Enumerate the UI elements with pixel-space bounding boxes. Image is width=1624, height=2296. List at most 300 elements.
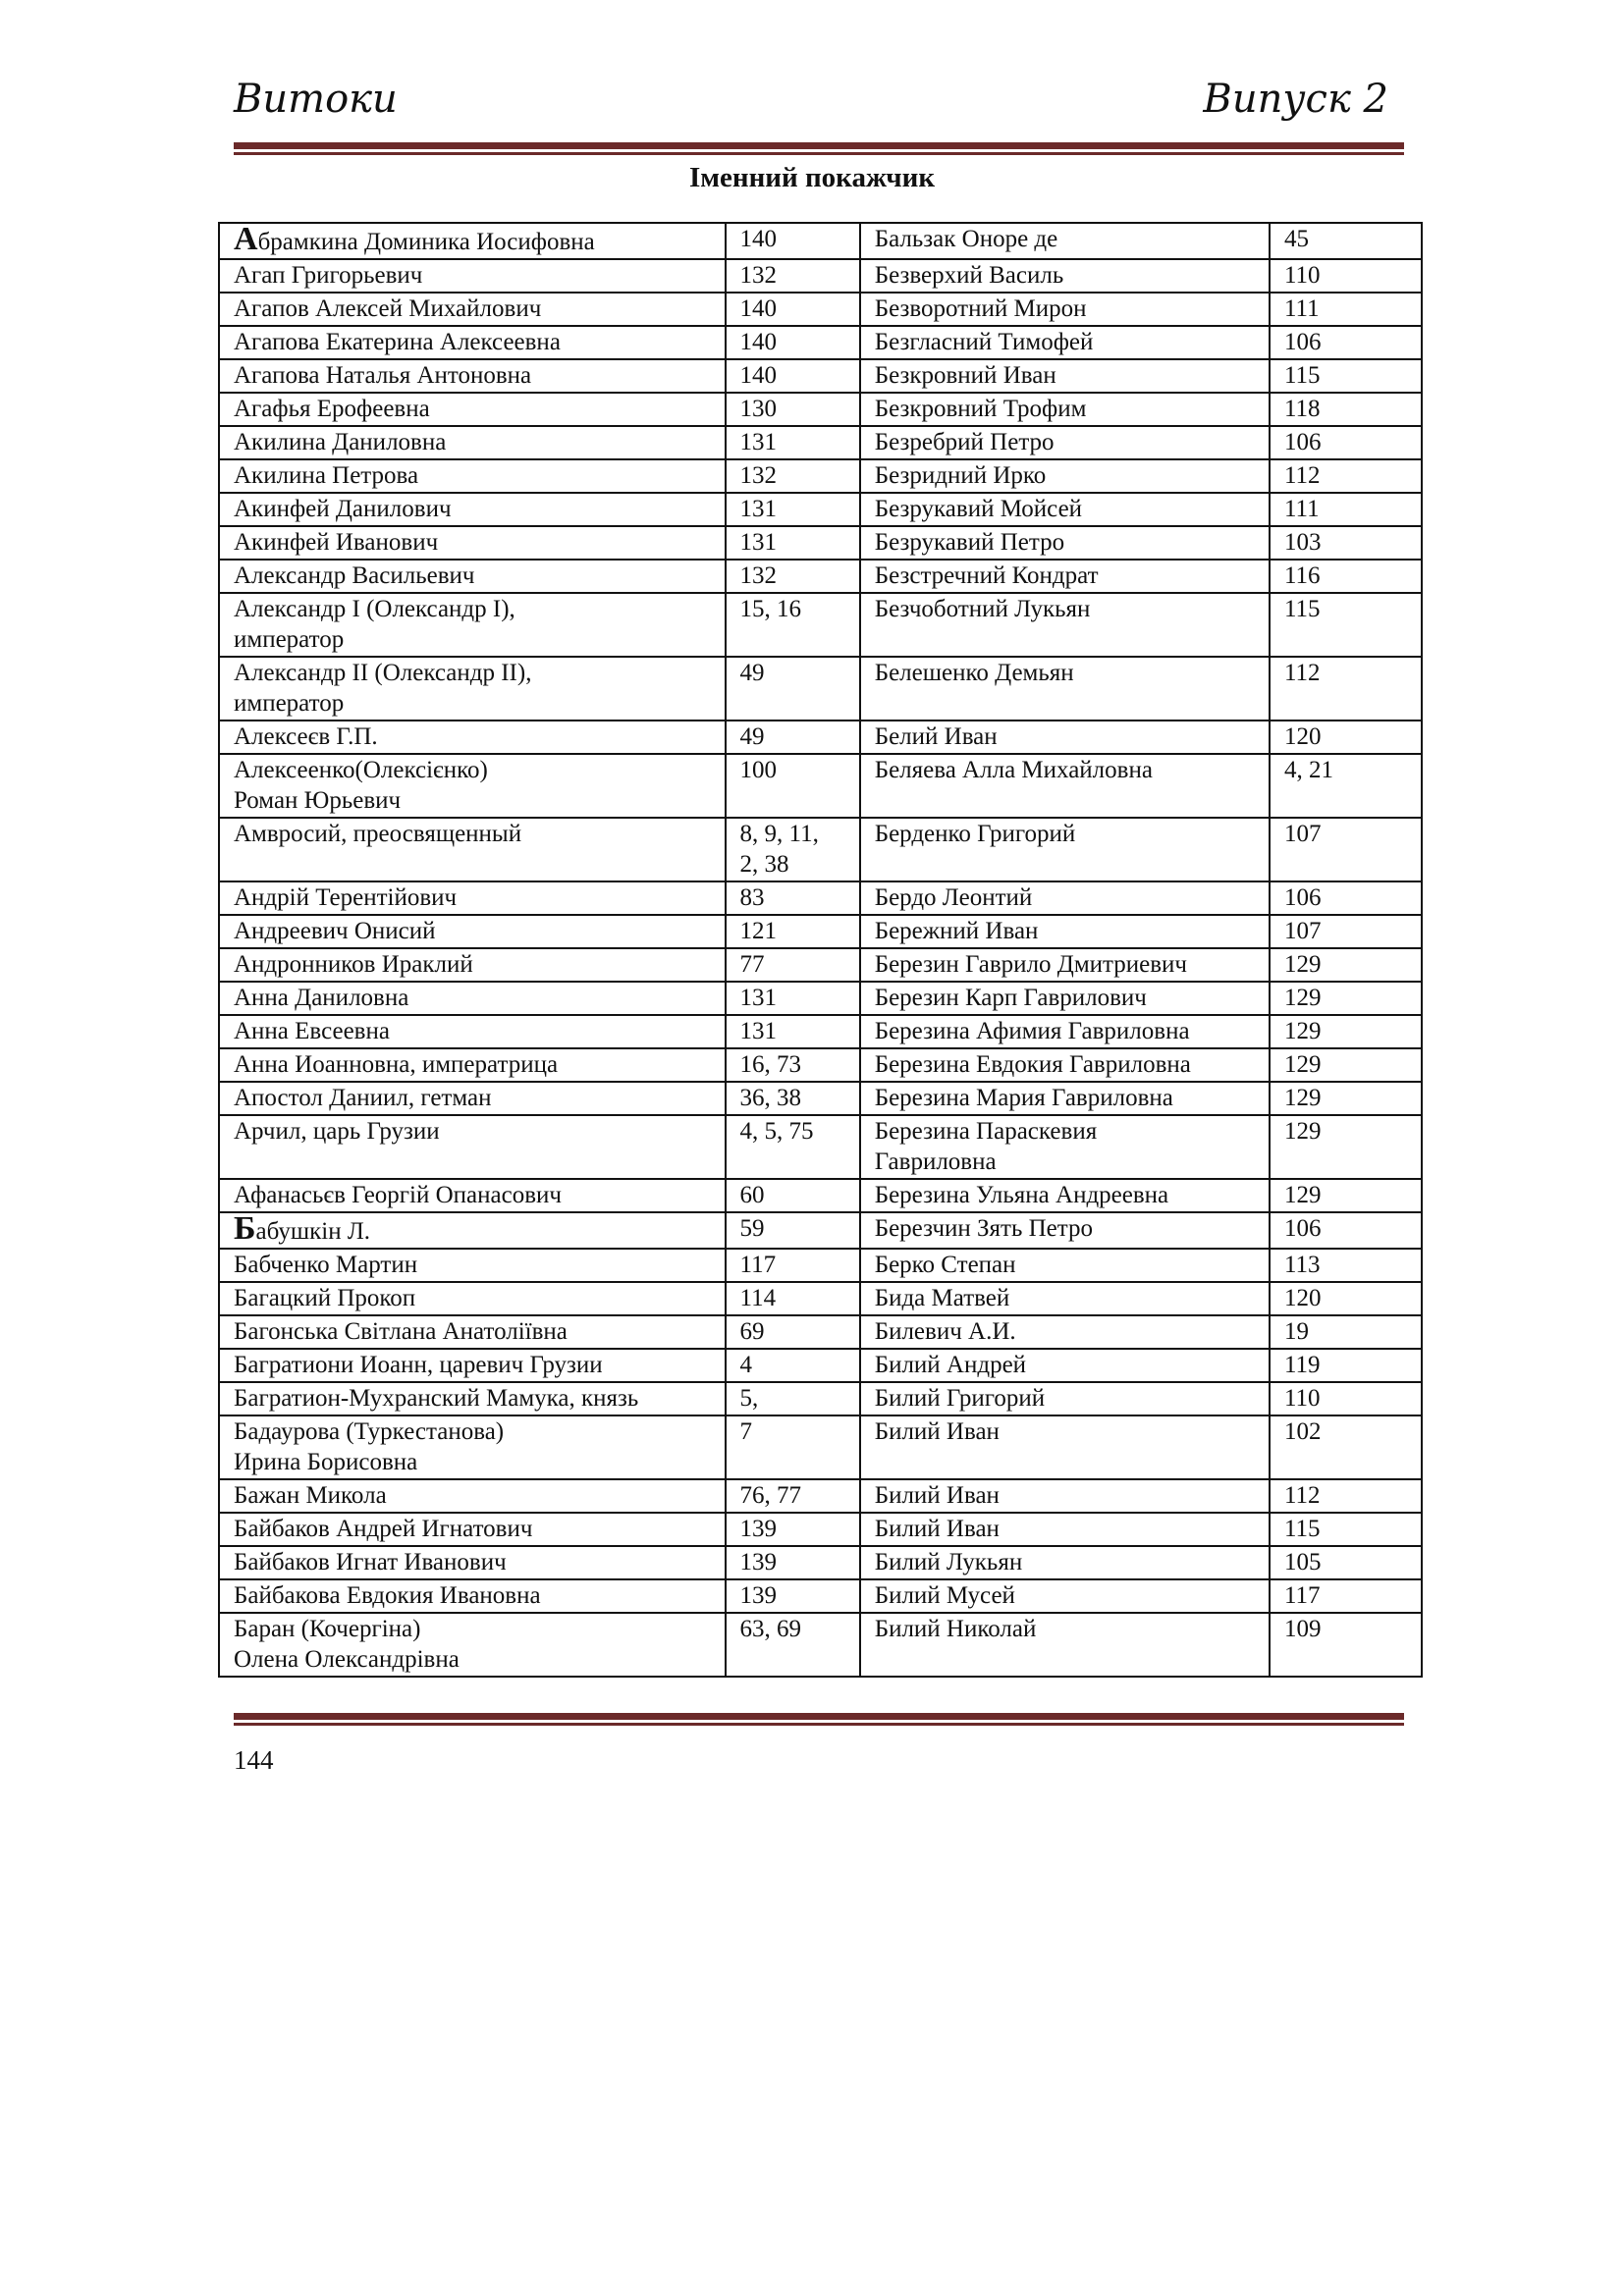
- page-refs: 4: [739, 1352, 752, 1378]
- person-name: Анна Иоанновна, императрица: [234, 1051, 559, 1078]
- pages-cell: [726, 721, 860, 754]
- page-refs: 139: [739, 1549, 777, 1575]
- person-name: Андрій Терентійович: [234, 884, 458, 911]
- person-name: Безкровний Трофим: [874, 396, 1087, 422]
- person-name: Анна Евсеевна: [234, 1018, 390, 1044]
- page-refs: 7: [739, 1418, 752, 1445]
- page-refs: 4, 5, 75: [739, 1118, 814, 1145]
- pages-cell: [726, 1249, 860, 1282]
- pages-cell: [726, 1579, 860, 1613]
- name-cell: [860, 459, 1270, 493]
- name-cell: [860, 915, 1270, 948]
- pages-cell: [726, 1179, 860, 1212]
- page-refs: 77: [739, 951, 765, 978]
- pages-cell: [1270, 1115, 1422, 1179]
- table-row: [219, 1082, 1422, 1115]
- person-name-continued: император: [234, 626, 345, 653]
- person-name: Березина Евдокия Гавриловна: [874, 1051, 1191, 1078]
- table-row: [219, 560, 1422, 593]
- person-name: Бадаурова (Туркестанова): [234, 1418, 505, 1445]
- table-row: [219, 326, 1422, 359]
- pages-cell: [726, 948, 860, 982]
- page-refs: 131: [739, 429, 777, 455]
- pages-cell: [1270, 259, 1422, 293]
- section-letter: А: [234, 221, 258, 257]
- page-refs: 131: [739, 496, 777, 522]
- table-row: [219, 293, 1422, 326]
- table-row: [219, 259, 1422, 293]
- table-row: [219, 818, 1422, 881]
- person-name: Билий Лукьян: [874, 1549, 1023, 1575]
- person-name: Амвросий, преосвященный: [234, 821, 522, 847]
- person-name: Безребрий Петро: [874, 429, 1055, 455]
- name-cell: [860, 223, 1270, 259]
- pages-cell: [1270, 982, 1422, 1015]
- pages-cell: [1270, 1546, 1422, 1579]
- person-name: брамкина Доминика Иосифовна: [257, 229, 595, 255]
- pages-cell: [726, 1015, 860, 1048]
- page-refs: 115: [1283, 1516, 1321, 1542]
- page-refs: 140: [739, 329, 777, 355]
- page-refs: 132: [739, 562, 777, 589]
- name-cell: [219, 1315, 726, 1349]
- name-cell: [860, 1015, 1270, 1048]
- person-name: Билий Мусей: [874, 1582, 1015, 1609]
- name-cell: [219, 1415, 726, 1479]
- person-name: Агапов Алексей Михайлович: [234, 295, 542, 322]
- name-index-table: [218, 222, 1423, 1678]
- name-cell: [860, 1579, 1270, 1613]
- page-title: Іменний покажчик: [688, 162, 936, 193]
- page-refs: 83: [739, 884, 765, 911]
- pages-cell: [1270, 1613, 1422, 1677]
- name-cell: [860, 1249, 1270, 1282]
- table-row: [219, 1315, 1422, 1349]
- person-name: Александр I (Олександр I),: [234, 596, 515, 622]
- page-refs: 45: [1283, 226, 1309, 252]
- person-name-continued: Олена Олександрівна: [234, 1646, 460, 1673]
- pages-cell: [726, 560, 860, 593]
- page-refs: 132: [739, 462, 777, 489]
- name-cell: [860, 1382, 1270, 1415]
- pages-cell: [726, 915, 860, 948]
- page-refs: 103: [1283, 529, 1322, 556]
- pages-cell: [726, 1479, 860, 1513]
- name-cell: [860, 721, 1270, 754]
- person-name: Безстречний Кондрат: [874, 562, 1099, 589]
- page-refs: 139: [739, 1516, 777, 1542]
- page-refs: 131: [739, 529, 777, 556]
- page-refs: 113: [1283, 1252, 1321, 1278]
- person-name: Безкровний Иван: [874, 362, 1056, 389]
- pages-cell: [1270, 1048, 1422, 1082]
- pages-cell: [726, 1082, 860, 1115]
- bottom-divider: [234, 1713, 1404, 1726]
- person-name: Березин Карп Гаврилович: [874, 985, 1147, 1011]
- person-name: Березина Параскевия: [874, 1118, 1098, 1145]
- person-name: Алексеенко(Олексієнко): [234, 757, 488, 783]
- person-name: Безридний Ирко: [874, 462, 1047, 489]
- page-refs: 117: [739, 1252, 777, 1278]
- person-name: Безгласний Тимофей: [874, 329, 1094, 355]
- table-row: [219, 1546, 1422, 1579]
- table-row: [219, 1579, 1422, 1613]
- page-refs: 106: [1283, 429, 1322, 455]
- person-name: Берко Степан: [874, 1252, 1016, 1278]
- name-cell: [219, 1382, 726, 1415]
- person-name: Андреевич Онисий: [234, 918, 436, 944]
- page-refs: 129: [1283, 1018, 1322, 1044]
- table-row: [219, 948, 1422, 982]
- pages-cell: [726, 326, 860, 359]
- name-cell: [219, 1048, 726, 1082]
- name-cell: [219, 1513, 726, 1546]
- page-refs: 8, 9, 11,: [739, 821, 819, 847]
- page-number: 144: [234, 1745, 274, 1775]
- page-refs: 129: [1283, 951, 1322, 978]
- pages-cell: [1270, 948, 1422, 982]
- name-cell: [860, 1212, 1270, 1249]
- name-cell: [860, 881, 1270, 915]
- section-letter: Б: [234, 1210, 256, 1247]
- table-row: [219, 493, 1422, 526]
- name-cell: [860, 1282, 1270, 1315]
- person-name: Агапова Екатерина Алексеевна: [234, 329, 561, 355]
- name-cell: [860, 1349, 1270, 1382]
- table-row: [219, 1479, 1422, 1513]
- name-cell: [860, 982, 1270, 1015]
- name-cell: [219, 982, 726, 1015]
- name-cell: [860, 560, 1270, 593]
- pages-cell: [1270, 560, 1422, 593]
- page-refs: 114: [739, 1285, 777, 1311]
- pages-cell: [1270, 1315, 1422, 1349]
- person-name: Афанасьєв Георгій Опанасович: [234, 1182, 562, 1208]
- page-refs: 111: [1283, 295, 1320, 322]
- page-refs-continued: 2, 38: [739, 851, 789, 878]
- table-row: [219, 1249, 1422, 1282]
- person-name: Акинфей Данилович: [234, 496, 452, 522]
- pages-cell: [726, 293, 860, 326]
- name-cell: [860, 1613, 1270, 1677]
- person-name: Билий Андрей: [874, 1352, 1027, 1378]
- table-row: [219, 526, 1422, 560]
- name-cell: [219, 1212, 726, 1249]
- page-refs: 16, 73: [739, 1051, 801, 1078]
- pages-cell: [1270, 721, 1422, 754]
- page-refs: 107: [1283, 918, 1322, 944]
- pages-cell: [1270, 818, 1422, 881]
- name-cell: [219, 1282, 726, 1315]
- name-cell: [219, 818, 726, 881]
- pages-cell: [726, 526, 860, 560]
- name-cell: [860, 359, 1270, 393]
- name-cell: [219, 1479, 726, 1513]
- table-row: [219, 1015, 1422, 1048]
- person-name: Байбаков Андрей Игнатович: [234, 1516, 533, 1542]
- pages-cell: [726, 1546, 860, 1579]
- name-cell: [219, 259, 726, 293]
- page-refs: 132: [739, 262, 777, 289]
- pages-cell: [1270, 1415, 1422, 1479]
- pages-cell: [726, 1115, 860, 1179]
- person-name-continued: Роман Юрьевич: [234, 787, 402, 814]
- pages-cell: [726, 1382, 860, 1415]
- name-cell: [219, 326, 726, 359]
- person-name: Байбакова Евдокия Ивановна: [234, 1582, 541, 1609]
- person-name: Александр Васильевич: [234, 562, 475, 589]
- person-name: Белешенко Демьян: [874, 660, 1074, 686]
- pages-cell: [1270, 1179, 1422, 1212]
- person-name: Акинфей Иванович: [234, 529, 439, 556]
- pages-cell: [1270, 1082, 1422, 1115]
- name-cell: [860, 526, 1270, 560]
- page-refs: 112: [1283, 462, 1321, 489]
- page-refs: 131: [739, 1018, 777, 1044]
- pages-cell: [1270, 293, 1422, 326]
- pages-cell: [726, 818, 860, 881]
- person-name: Баран (Кочергіна): [234, 1616, 421, 1642]
- page-refs: 117: [1283, 1582, 1321, 1609]
- name-cell: [219, 915, 726, 948]
- page-refs: 110: [1283, 262, 1321, 289]
- person-name: Березина Ульяна Андреевна: [874, 1182, 1169, 1208]
- name-cell: [860, 493, 1270, 526]
- name-cell: [219, 359, 726, 393]
- table-row: [219, 1415, 1422, 1479]
- name-cell: [860, 259, 1270, 293]
- name-cell: [860, 293, 1270, 326]
- name-cell: [860, 393, 1270, 426]
- person-name: Бердо Леонтий: [874, 884, 1033, 911]
- table-row: [219, 1382, 1422, 1415]
- name-cell: [219, 948, 726, 982]
- pages-cell: [726, 1212, 860, 1249]
- name-cell: [219, 657, 726, 721]
- pages-cell: [1270, 1513, 1422, 1546]
- page-refs: 76, 77: [739, 1482, 801, 1509]
- pages-cell: [726, 1048, 860, 1082]
- name-cell: [860, 326, 1270, 359]
- page-refs: 19: [1283, 1318, 1309, 1345]
- name-cell: [219, 1579, 726, 1613]
- top-divider: [234, 142, 1404, 155]
- pages-cell: [726, 1315, 860, 1349]
- person-name: Безверхий Василь: [874, 262, 1064, 289]
- name-cell: [860, 1082, 1270, 1115]
- person-name: Анна Даниловна: [234, 985, 409, 1011]
- person-name: Алексеєв Г.П.: [234, 723, 378, 750]
- name-cell: [219, 560, 726, 593]
- page-refs: 111: [1283, 496, 1320, 522]
- journal-title: Витоки: [234, 77, 398, 122]
- pages-cell: [1270, 223, 1422, 259]
- page-refs: 112: [1283, 660, 1321, 686]
- name-cell: [860, 1546, 1270, 1579]
- page-refs: 63, 69: [739, 1616, 801, 1642]
- person-name: Бажан Микола: [234, 1482, 387, 1509]
- name-cell: [860, 1415, 1270, 1479]
- pages-cell: [1270, 1382, 1422, 1415]
- page-refs: 129: [1283, 1118, 1322, 1145]
- name-cell: [860, 1479, 1270, 1513]
- table-row: [219, 1613, 1422, 1677]
- name-cell: [219, 493, 726, 526]
- table-row: [219, 1212, 1422, 1249]
- page-refs: 107: [1283, 821, 1322, 847]
- pages-cell: [726, 1513, 860, 1546]
- table-row: [219, 459, 1422, 493]
- pages-cell: [1270, 1212, 1422, 1249]
- page-refs: 5,: [739, 1385, 759, 1412]
- table-row: [219, 1048, 1422, 1082]
- pages-cell: [726, 259, 860, 293]
- page-refs: 119: [1283, 1352, 1321, 1378]
- pages-cell: [726, 881, 860, 915]
- name-cell: [860, 948, 1270, 982]
- page-refs: 120: [1283, 1285, 1322, 1311]
- page-refs: 69: [739, 1318, 765, 1345]
- name-cell: [860, 426, 1270, 459]
- page-refs: 4, 21: [1283, 757, 1333, 783]
- pages-cell: [726, 593, 860, 657]
- name-cell: [219, 1349, 726, 1382]
- table-row: [219, 593, 1422, 657]
- name-cell: [219, 426, 726, 459]
- person-name: Апостол Даниил, гетман: [234, 1085, 492, 1111]
- pages-cell: [726, 1349, 860, 1382]
- pages-cell: [1270, 326, 1422, 359]
- pages-cell: [1270, 1349, 1422, 1382]
- name-cell: [860, 1179, 1270, 1212]
- page-refs: 49: [739, 660, 765, 686]
- person-name: Бальзак Оноре де: [874, 226, 1058, 252]
- pages-cell: [726, 1415, 860, 1479]
- name-cell: [219, 393, 726, 426]
- table-row: [219, 657, 1422, 721]
- pages-cell: [1270, 1579, 1422, 1613]
- pages-cell: [726, 393, 860, 426]
- page-refs: 109: [1283, 1616, 1322, 1642]
- person-name: Безчоботний Лукьян: [874, 596, 1091, 622]
- pages-cell: [1270, 359, 1422, 393]
- page-refs: 131: [739, 985, 777, 1011]
- person-name: Андронников Ираклий: [234, 951, 473, 978]
- person-name: Бережний Иван: [874, 918, 1039, 944]
- person-name: Белий Иван: [874, 723, 998, 750]
- person-name: Агапова Наталья Антоновна: [234, 362, 532, 389]
- name-cell: [860, 754, 1270, 818]
- page-refs: 102: [1283, 1418, 1322, 1445]
- person-name: Безрукавий Мойсей: [874, 496, 1083, 522]
- pages-cell: [1270, 459, 1422, 493]
- pages-cell: [726, 426, 860, 459]
- page-refs: 115: [1283, 362, 1321, 389]
- person-name: Безворотний Мирон: [874, 295, 1087, 322]
- pages-cell: [1270, 593, 1422, 657]
- pages-cell: [1270, 1282, 1422, 1315]
- name-cell: [219, 1082, 726, 1115]
- table-row: [219, 1282, 1422, 1315]
- table-row: [219, 915, 1422, 948]
- page-refs: 49: [739, 723, 765, 750]
- page-refs: 116: [1283, 562, 1321, 589]
- table-row: [219, 1115, 1422, 1179]
- pages-cell: [726, 493, 860, 526]
- page-refs: 129: [1283, 985, 1322, 1011]
- page-refs: 118: [1283, 396, 1321, 422]
- page-refs: 112: [1283, 1482, 1321, 1509]
- person-name: Билий Иван: [874, 1482, 1000, 1509]
- pages-cell: [1270, 493, 1422, 526]
- pages-cell: [1270, 754, 1422, 818]
- page-refs: 106: [1283, 329, 1322, 355]
- person-name: Безрукавий Петро: [874, 529, 1065, 556]
- table-row: [219, 721, 1422, 754]
- pages-cell: [726, 459, 860, 493]
- person-name: Акилина Даниловна: [234, 429, 447, 455]
- name-cell: [219, 293, 726, 326]
- table-row: [219, 754, 1422, 818]
- pages-cell: [1270, 526, 1422, 560]
- page-refs: 129: [1283, 1051, 1322, 1078]
- name-cell: [219, 1115, 726, 1179]
- name-cell: [219, 526, 726, 560]
- person-name: Агафья Ерофеевна: [234, 396, 430, 422]
- pages-cell: [1270, 915, 1422, 948]
- page-refs: 100: [739, 757, 777, 783]
- name-cell: [219, 1249, 726, 1282]
- page-refs: 115: [1283, 596, 1321, 622]
- page-refs: 129: [1283, 1085, 1322, 1111]
- page-refs: 60: [739, 1182, 765, 1208]
- page-refs: 36, 38: [739, 1085, 801, 1111]
- page-refs: 129: [1283, 1182, 1322, 1208]
- pages-cell: [1270, 1015, 1422, 1048]
- pages-cell: [1270, 1479, 1422, 1513]
- page-refs: 15, 16: [739, 596, 801, 622]
- person-name: Багратиони Иоанн, царевич Грузии: [234, 1352, 603, 1378]
- pages-cell: [1270, 657, 1422, 721]
- person-name: Березина Афимия Гавриловна: [874, 1018, 1190, 1044]
- name-cell: [860, 593, 1270, 657]
- name-cell: [219, 754, 726, 818]
- name-cell: [219, 1015, 726, 1048]
- name-cell: [219, 881, 726, 915]
- pages-cell: [726, 1282, 860, 1315]
- pages-cell: [1270, 1249, 1422, 1282]
- page-refs: 139: [739, 1582, 777, 1609]
- page-refs: 140: [739, 295, 777, 322]
- person-name: Березин Гаврило Дмитриевич: [874, 951, 1188, 978]
- person-name: Берденко Григорий: [874, 821, 1076, 847]
- name-cell: [860, 1048, 1270, 1082]
- table-row: [219, 393, 1422, 426]
- person-name: Багацкий Прокоп: [234, 1285, 416, 1311]
- page-refs: 130: [739, 396, 777, 422]
- person-name-continued: Гавриловна: [874, 1148, 997, 1175]
- person-name: Березина Мария Гавриловна: [874, 1085, 1173, 1111]
- name-cell: [860, 657, 1270, 721]
- name-cell: [219, 1613, 726, 1677]
- name-cell: [219, 1179, 726, 1212]
- person-name-continued: Ирина Борисовна: [234, 1449, 418, 1475]
- name-cell: [860, 818, 1270, 881]
- table-row: [219, 1513, 1422, 1546]
- pages-cell: [726, 1613, 860, 1677]
- person-name: Бида Матвей: [874, 1285, 1010, 1311]
- person-name: Билий Григорий: [874, 1385, 1046, 1412]
